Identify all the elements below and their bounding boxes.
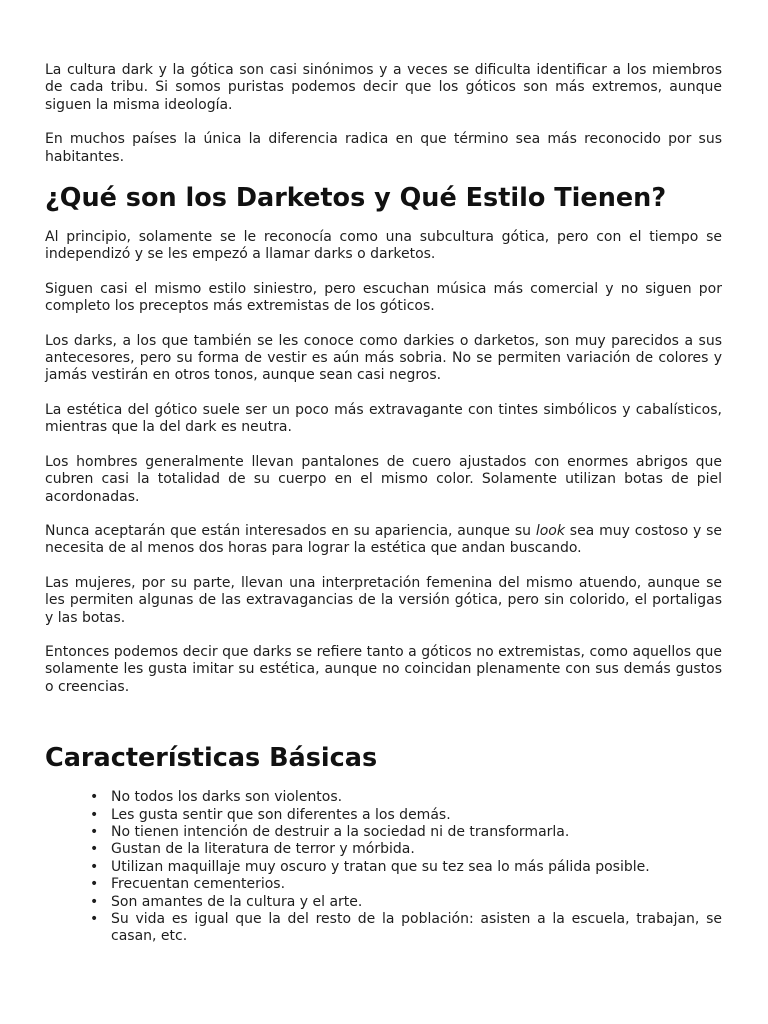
list-item [90,841,722,858]
list-item-text: No tienen intención de destruir a la sociedad ni de transformarla. [111,823,570,840]
bullet-icon: • [90,806,99,823]
characteristics-list [45,789,722,946]
intro-paragraph-1: La cultura dark y la gótica son casi sinónimos y a veces se dificulta identificar a los miembros de cada tribu. Si somos puristas podemos decir que los góticos son más extremos, aunque siguen la misma ideología. [45,62,722,113]
list-item-text: Son amantes de la cultura y el arte. [111,893,363,910]
darketos-paragraph-2: Siguen casi el mismo estilo siniestro, pero escuchan música más comercial y no siguen por completo los preceptos más extremistas de los góticos. [45,280,722,315]
list-item [90,823,722,841]
bullet-icon: • [90,858,99,875]
darketos-paragraph-6 [45,523,722,558]
darketos-paragraph-4: La estética del gótico suele ser un poco más extravagante con tintes simbólicos y cabalísticos, mientras que la del dark es neutra. [45,401,722,436]
darketos-paragraph-3: Los darks, a los que también se les conoce como darkies o darketos, son muy parecidos a sus antecesores, pero su forma de vestir es aún más sobria. No se permiten variación de colores y jamás vestirán en otros tonos, aunque sean casi negros. [45,332,722,384]
darketos-paragraph-8: Entonces podemos decir que darks se refiere tanto a góticos no extremistas, como aquellos que solamente les gusta imitar su estética, aunque no coincidan plenamente con sus demás gustos o creencias. [45,643,722,695]
list-item-text: No todos los darks son violentos. [111,789,343,806]
darketos-paragraph-5: Los hombres generalmente llevan pantalones de cuero ajustados con enormes abrigos que cubren casi la totalidad de su cuerpo en el mismo color. Solamente utilizan botas de piel acordonadas. [45,453,722,505]
paragraph-6-text-end: sea muy costoso y se necesita de al menos dos horas para lograr la estética que andan buscando. [45,522,722,557]
document-page [45,62,722,946]
list-item [90,858,722,876]
list-item [90,876,722,893]
bullet-icon: • [90,911,99,927]
section-spacer [45,713,722,743]
list-item-text: Su vida es igual que la del resto de la población: asisten a la escuela, trabajan, se casan, etc. [111,911,722,945]
bullet-icon: • [90,893,99,910]
list-item-text: Utilizan maquillaje muy oscuro y tratan que su tez sea lo más pálida posible. [111,858,650,875]
list-item [90,806,722,824]
bullet-icon: • [90,823,99,840]
darketos-paragraph-1: Al principio, solamente se le reconocía como una subcultura gótica, pero con el tiempo se independizó y se les empezó a llamar darks o darketos. [45,229,722,263]
bullet-icon: • [90,841,99,858]
darketos-paragraph-7: Las mujeres, por su parte, llevan una interpretación femenina del mismo atuendo, aunque se les permiten algunas de las extravagancias de la versión gótica, pero sin colorido, el portaligas y las botas. [45,574,722,626]
intro-paragraph-2: En muchos países la única la diferencia radica en que término sea más reconocido por sus habitantes. [45,131,722,165]
list-item [90,789,722,806]
list-item [90,893,722,911]
list-item-text: Gustan de la literatura de terror y mórbida. [111,841,415,858]
bullet-icon: • [90,876,99,893]
list-item-text: Les gusta sentir que son diferentes a los demás. [111,806,451,823]
paragraph-6-text-start: Nunca aceptarán que están interesados en su apariencia, aunque su [45,522,536,539]
list-item [90,911,722,946]
look-italic-word: look [535,522,565,539]
section-heading-caracteristicas: Características Básicas [45,743,378,774]
section-heading-darketos: ¿Qué son los Darketos y Qué Estilo Tienen? [45,183,667,214]
list-item-text: Frecuentan cementerios. [111,876,286,893]
bullet-icon: • [90,789,99,806]
